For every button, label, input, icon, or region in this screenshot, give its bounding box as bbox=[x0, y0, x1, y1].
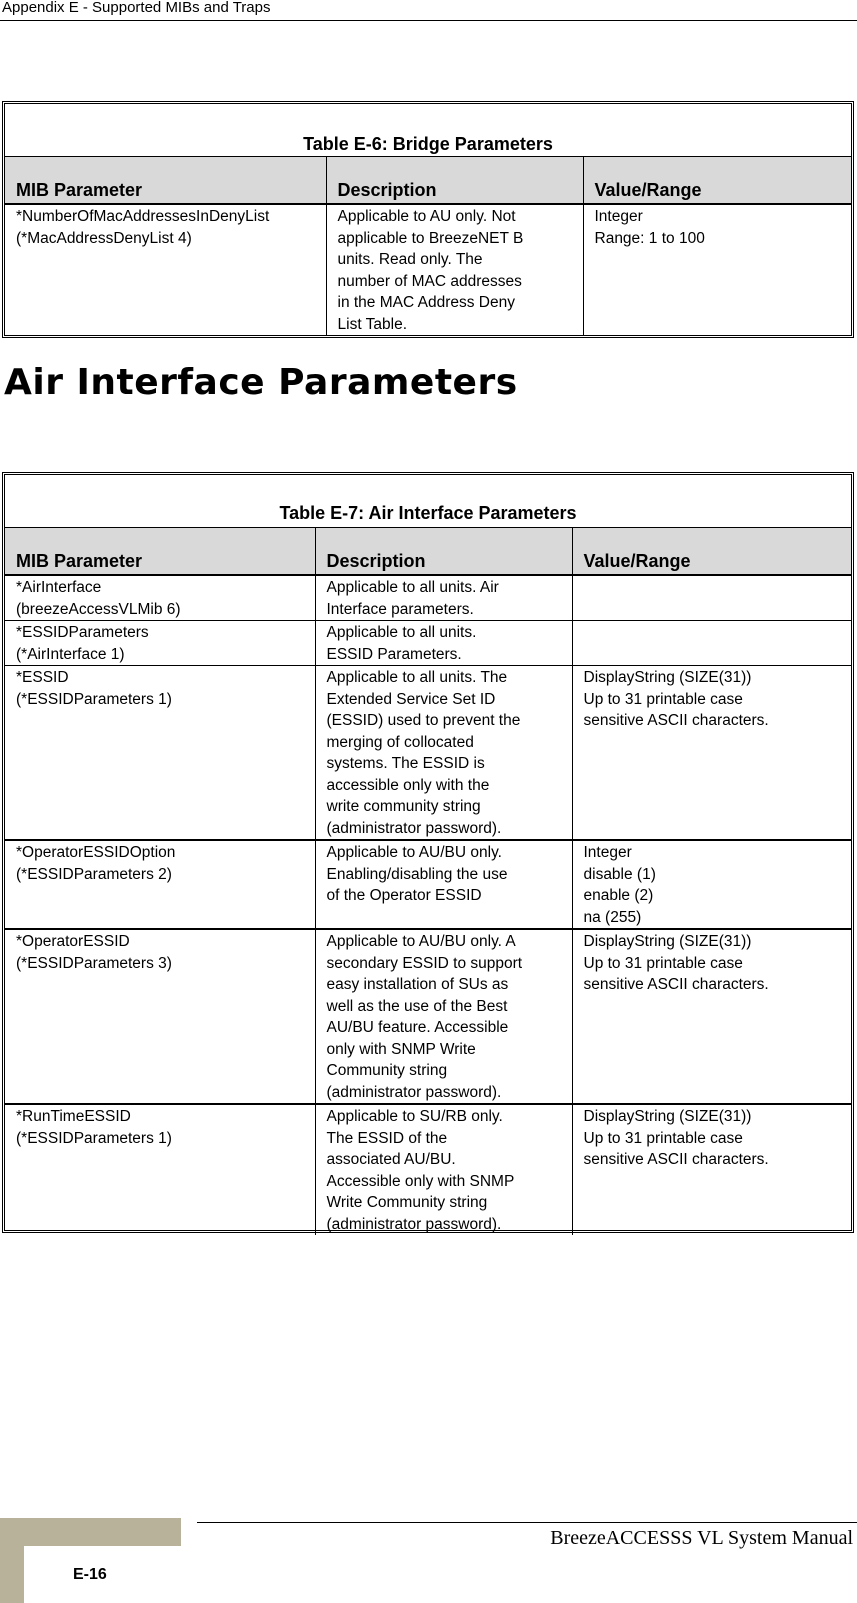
table-caption: Table E-7: Air Interface Parameters bbox=[279, 503, 577, 523]
cell-text-line: accessible only with the bbox=[326, 776, 490, 794]
value-range-cell bbox=[572, 621, 851, 666]
mib-parameter-cell bbox=[5, 840, 315, 929]
cell-text-line: well as the use of the Best bbox=[326, 997, 508, 1015]
cell-text-line: sensitive ASCII characters. bbox=[583, 712, 769, 729]
cell-text-line: (breezeAccessVLMib 6) bbox=[16, 600, 181, 618]
bridge-parameters-table bbox=[2, 101, 854, 338]
mib-parameter-cell bbox=[5, 204, 326, 335]
cell-text-line: Extended Service Set ID bbox=[326, 690, 496, 708]
table-row bbox=[5, 575, 851, 621]
cell-text-line: units. Read only. The bbox=[337, 251, 483, 268]
cell-text-line: disable (1) bbox=[583, 865, 656, 883]
cell-text-line: only with SNMP Write bbox=[326, 1040, 476, 1058]
column-header-mib-parameter: MIB Parameter bbox=[5, 528, 315, 576]
cell-text-line: Applicable to SU/RB only. bbox=[326, 1108, 503, 1125]
cell-text-line: AU/BU feature. Accessible bbox=[326, 1019, 509, 1036]
cell-text-line: (administrator password). bbox=[326, 819, 502, 837]
section-title: Air Interface Parameters bbox=[4, 362, 518, 403]
column-header-value-range: Value/Range bbox=[572, 528, 851, 576]
cell-text-line: sensitive ASCII characters. bbox=[583, 1151, 769, 1168]
cell-text-line: (ESSID) used to prevent the bbox=[326, 712, 521, 729]
table-header-row bbox=[5, 528, 851, 576]
mib-parameter-cell bbox=[5, 929, 315, 1104]
cell-text-line: easy installation of SUs as bbox=[326, 976, 509, 993]
cell-text-line: *AirInterface bbox=[16, 579, 102, 596]
cell-text-line: (*MacAddressDenyList 4) bbox=[16, 229, 192, 247]
manual-title: BreezeACCESSS VL System Manual bbox=[550, 1527, 853, 1549]
table-row bbox=[5, 666, 851, 841]
cell-text-line: sensitive ASCII characters. bbox=[583, 976, 769, 993]
cell-text-line: Integer bbox=[594, 208, 643, 225]
cell-text-line: Range: 1 to 100 bbox=[594, 229, 705, 247]
cell-text-line: Applicable to all units. bbox=[326, 624, 477, 641]
cell-text-line: merging of collocated bbox=[326, 733, 474, 751]
mib-parameter-cell bbox=[5, 575, 315, 621]
cell-text-line: (administrator password). bbox=[326, 1215, 502, 1233]
table-caption: Table E-6: Bridge Parameters bbox=[303, 134, 553, 154]
column-header-value-range: Value/Range bbox=[583, 157, 851, 205]
cell-text-line: Applicable to all units. Air bbox=[326, 579, 499, 596]
cell-text-line: na (255) bbox=[583, 908, 642, 926]
table-body bbox=[5, 204, 851, 335]
footer-rule bbox=[197, 1522, 857, 1523]
table-grid bbox=[5, 527, 851, 1235]
cell-text-line: applicable to BreezeNET B bbox=[337, 229, 524, 247]
cell-text-line: DisplayString (SIZE(31)) bbox=[583, 933, 752, 950]
description-cell bbox=[315, 929, 572, 1104]
cell-text-line: The ESSID of the bbox=[326, 1129, 448, 1147]
mib-parameter-cell bbox=[5, 1104, 315, 1235]
cell-text-line: *NumberOfMacAddressesInDenyList bbox=[16, 208, 270, 225]
value-range-cell bbox=[583, 204, 851, 335]
page-number: E-16 bbox=[73, 1566, 107, 1583]
cell-text-line: (*ESSIDParameters 1) bbox=[16, 1129, 172, 1147]
cell-text-line: write community string bbox=[326, 798, 481, 815]
cell-text-line: Applicable to AU only. Not bbox=[337, 208, 516, 225]
description-cell bbox=[315, 621, 572, 666]
table-row bbox=[5, 840, 851, 929]
cell-text-line: *RunTimeESSID bbox=[16, 1108, 131, 1125]
cell-text-line: secondary ESSID to support bbox=[326, 954, 523, 972]
description-cell bbox=[315, 840, 572, 929]
cell-text-line: Applicable to AU/BU only. bbox=[326, 844, 502, 861]
value-range-cell bbox=[572, 840, 851, 929]
cell-text-line: systems. The ESSID is bbox=[326, 755, 485, 772]
value-range-cell bbox=[572, 575, 851, 621]
description-cell bbox=[315, 666, 572, 841]
footer-accent-stub bbox=[0, 1546, 24, 1603]
air-interface-parameters-table bbox=[2, 472, 854, 1233]
cell-text-line: Interface parameters. bbox=[326, 600, 474, 618]
table-grid bbox=[5, 156, 851, 335]
cell-text-line: *ESSID bbox=[16, 669, 69, 686]
cell-text-line: Up to 31 printable case bbox=[583, 690, 743, 708]
table-row bbox=[5, 621, 851, 666]
cell-text-line: Up to 31 printable case bbox=[583, 954, 743, 972]
cell-text-line: Accessible only with SNMP bbox=[326, 1172, 515, 1190]
running-header: Appendix E - Supported MIBs and Traps bbox=[0, 0, 857, 21]
cell-text-line: number of MAC addresses bbox=[337, 272, 522, 290]
cell-text-line: Applicable to all units. The bbox=[326, 669, 508, 686]
column-header-mib-parameter: MIB Parameter bbox=[5, 157, 326, 205]
value-range-cell bbox=[572, 929, 851, 1104]
mib-parameter-cell bbox=[5, 621, 315, 666]
cell-text-line: DisplayString (SIZE(31)) bbox=[583, 669, 752, 686]
description-cell bbox=[315, 575, 572, 621]
footer-accent-bar bbox=[0, 1518, 181, 1546]
cell-text-line: Write Community string bbox=[326, 1194, 488, 1211]
cell-text-line: *ESSIDParameters bbox=[16, 624, 149, 641]
cell-text-line: List Table. bbox=[337, 315, 408, 333]
column-header-description: Description bbox=[315, 528, 572, 576]
cell-text-line: associated AU/BU. bbox=[326, 1151, 456, 1168]
cell-text-line: *OperatorESSIDOption bbox=[16, 844, 176, 861]
table-header-row bbox=[5, 157, 851, 205]
cell-text-line: Integer bbox=[583, 844, 632, 861]
cell-text-line: Enabling/disabling the use bbox=[326, 865, 508, 883]
cell-text-line: (administrator password). bbox=[326, 1083, 502, 1101]
table-row bbox=[5, 1104, 851, 1235]
cell-text-line: Applicable to AU/BU only. A bbox=[326, 933, 516, 950]
cell-text-line: of the Operator ESSID bbox=[326, 887, 482, 904]
cell-text-line: Up to 31 printable case bbox=[583, 1129, 743, 1147]
mib-parameter-cell bbox=[5, 666, 315, 841]
cell-text-line: enable (2) bbox=[583, 887, 654, 904]
cell-text-line: Community string bbox=[326, 1062, 448, 1079]
value-range-cell bbox=[572, 666, 851, 841]
cell-text-line: (*ESSIDParameters 1) bbox=[16, 690, 172, 708]
cell-text-line: (*ESSIDParameters 2) bbox=[16, 865, 172, 883]
cell-text-line: (*ESSIDParameters 3) bbox=[16, 954, 172, 972]
cell-text-line: *OperatorESSID bbox=[16, 933, 130, 950]
description-cell bbox=[326, 204, 583, 335]
column-header-description: Description bbox=[326, 157, 583, 205]
value-range-cell bbox=[572, 1104, 851, 1235]
cell-text-line: in the MAC Address Deny bbox=[337, 294, 515, 311]
cell-text-line: DisplayString (SIZE(31)) bbox=[583, 1108, 752, 1125]
table-row bbox=[5, 204, 851, 335]
cell-text-line: (*AirInterface 1) bbox=[16, 645, 125, 663]
cell-text-line: ESSID Parameters. bbox=[326, 645, 462, 663]
description-cell bbox=[315, 1104, 572, 1235]
table-row bbox=[5, 929, 851, 1104]
table-body bbox=[5, 575, 851, 1235]
